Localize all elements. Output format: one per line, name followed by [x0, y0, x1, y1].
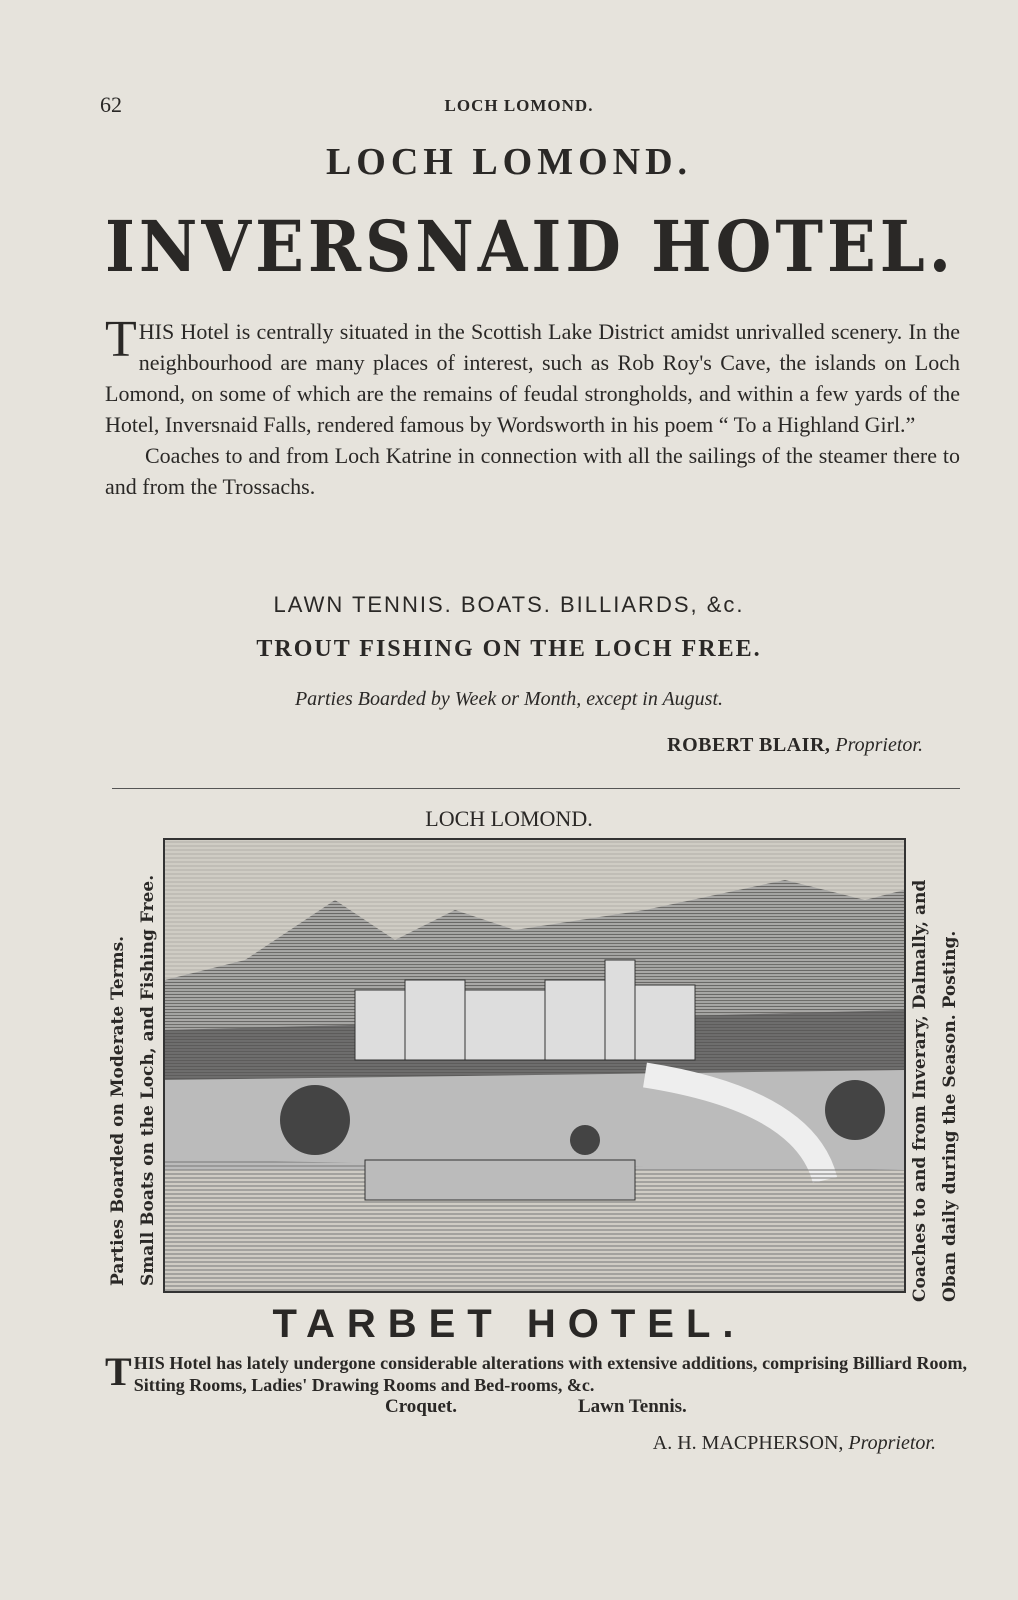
drop-cap: T [105, 311, 137, 368]
section-divider [112, 788, 960, 789]
inversnaid-fishing: TROUT FISHING ON THE LOCH FREE. [256, 636, 762, 662]
right-side-line1: Coaches to and from Inverary, Dalmally, and [910, 879, 930, 1302]
tarbet-para: HIS Hotel has lately undergone considerable alterations with extensive additions, comprising Billiard Room, Sitting Rooms, Ladies' Drawing Rooms and Bed-rooms, &c. [133, 1353, 967, 1395]
proprietor-title: Proprietor. [835, 734, 923, 756]
inversnaid-para2: Coaches to and from Loch Katrine in connection with all the sailings of the steamer there to and from the Trossachs. [105, 443, 960, 499]
page-number: 62 [100, 92, 122, 117]
inversnaid-title: INVERSNAID HOTEL. [104, 206, 956, 289]
left-side-line1: Parties Boarded on Moderate Terms. [108, 935, 128, 1286]
proprietor-title: Proprietor. [848, 1432, 936, 1454]
tarbet-amenity-croquet: Croquet. [385, 1396, 457, 1417]
proprietor-name: A. H. MACPHERSON, [652, 1432, 844, 1454]
tarbet-location: LOCH LOMOND. [425, 806, 593, 831]
tarbet-right-side-text [905, 880, 965, 1302]
inversnaid-location: LOCH LOMOND. [325, 141, 693, 183]
drop-cap: T [105, 1349, 132, 1394]
inversnaid-para1: HIS Hotel is centrally situated in the Scottish Lake District amidst unrivalled scenery. In the neighbourhood are many places of interest, such as Rob Roy's Cave, the islands on Loch Lomond, on some of which are the remains of feudal strongholds, and within a few yards of the Hotel, Inversnaid Falls, rendered famous by Wordsworth in his poem “ To a Highland Girl.” [105, 319, 960, 437]
proprietor-name: ROBERT BLAIR, [667, 734, 831, 756]
inversnaid-description [105, 311, 960, 502]
right-side-line2: Oban daily during the Season. Posting. [940, 930, 960, 1302]
tarbet-title: TARBET HOTEL. [272, 1302, 746, 1346]
running-title: LOCH LOMOND. [444, 96, 594, 115]
inversnaid-boarding: Parties Boarded by Week or Month, except in August. [294, 688, 724, 710]
tarbet-description [105, 1349, 967, 1396]
tarbet-amenity-lawn-tennis: Lawn Tennis. [578, 1396, 687, 1417]
tarbet-proprietor [653, 1432, 936, 1455]
tarbet-hotel-engraving [163, 838, 906, 1293]
left-side-line2: Small Boats on the Loch, and Fishing Free. [138, 874, 158, 1286]
inversnaid-proprietor [667, 734, 923, 757]
inversnaid-amenities: LAWN TENNIS. BOATS. BILLIARDS, &c. [273, 592, 745, 617]
tarbet-left-side-text [103, 875, 163, 1286]
